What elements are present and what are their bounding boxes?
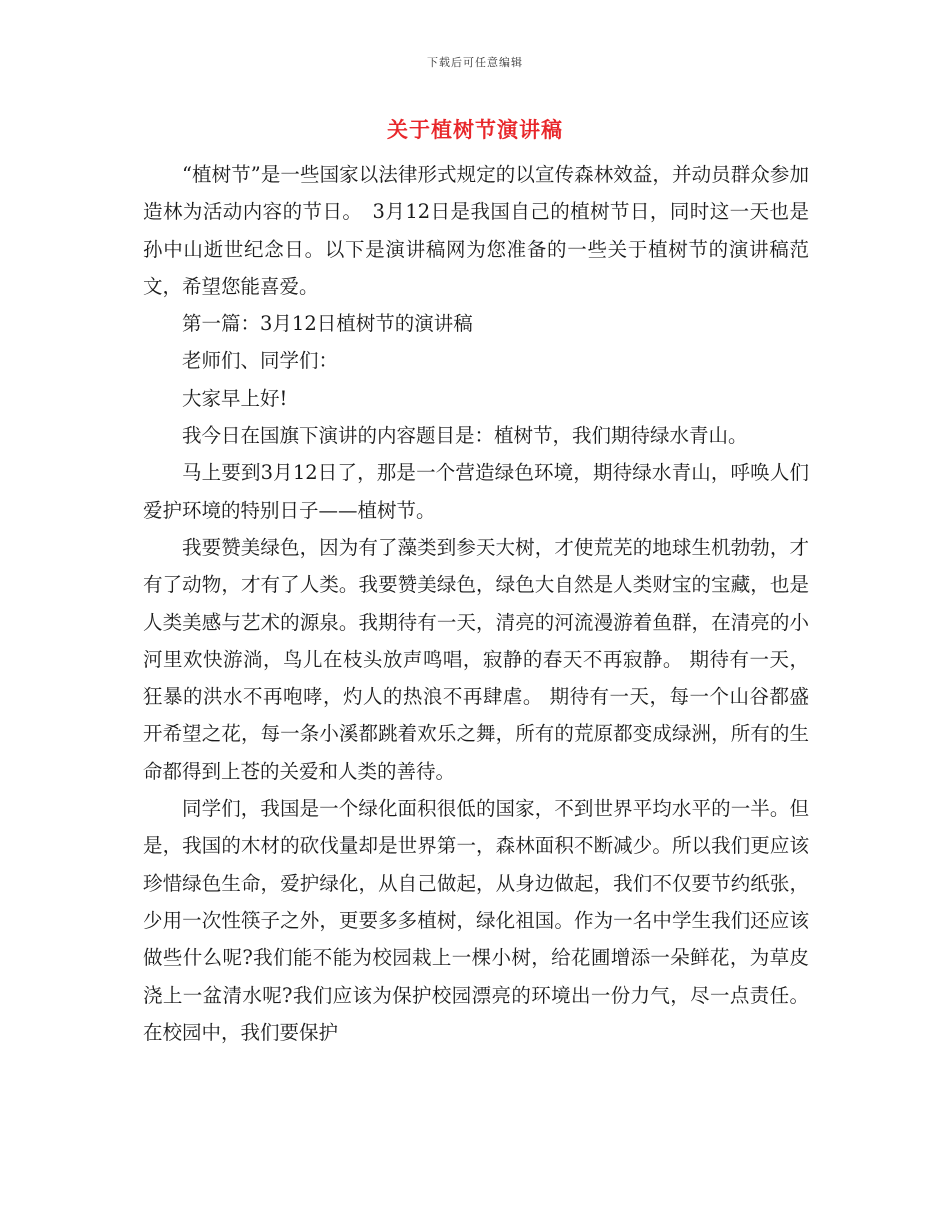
paragraph-section-heading: 第一篇：3月12日植树节的演讲稿 bbox=[182, 312, 473, 336]
paragraph-greeting: 大家早上好! bbox=[182, 386, 288, 410]
paragraph-intro: “植树节”是一些国家以法律形式规定的以宣传森林效益，并动员群众参加造林为活动内容的节日。 3月12日是我国自己的植树节日，同时这一天也是孙中山逝世纪念日。以下是演讲稿网为您准备的一些关于植树节的演讲稿范文，希望您能喜爱。 bbox=[143, 163, 809, 298]
paragraph-arbor-day: 马上要到3月12日了，那是一个营造绿色环境，期待绿水青山，呼唤人们爱护环境的特别日子——植树节。 bbox=[143, 461, 809, 522]
paragraph-praise-green: 我要赞美绿色，因为有了藻类到参天大树，才使荒芜的地球生机勃勃，才有了动物，才有了人类。我要赞美绿色，绿色大自然是人类财宝的宝藏，也是人类美感与艺术的源泉。我期待有一天，清亮的河流漫游着鱼群，在清亮的小河里欢快游淌，鸟儿在枝头放声鸣唱，寂静的春天不再寂静。 期待有一天，狂暴的洪水不再咆哮，灼人的热浪不再肆虐。 期待有一天，每一个山谷都盛开希望之花，每一条小溪都跳着欢乐之舞，所有的荒原都变成绿洲，所有的生命都得到上苍的关爱和人类的善待。 bbox=[143, 535, 809, 783]
paragraph-salutation: 老师们、同学们： bbox=[182, 349, 339, 373]
document-body bbox=[143, 156, 809, 1051]
page-header-note: 下载后可任意编辑 bbox=[427, 56, 523, 69]
paragraph-topic: 我今日在国旗下演讲的内容题目是：植树节，我们期待绿水青山。 bbox=[182, 424, 748, 448]
paragraph-call-to-action: 同学们，我国是一个绿化面积很低的国家，不到世界平均水平的一半。但是，我国的木材的砍伐量却是世界第一，森林面积不断减少。所以我们更应该珍惜绿色生命，爱护绿化，从自己做起，从身边做起，我们不仅要节约纸张，少用一次性筷子之外，更要多多植树，绿化祖国。作为一名中学生我们还应该做些什么呢?我们能不能为校园栽上一棵小树，给花圃增添一朵鲜花，为草皮浇上一盆清水呢?我们应该为保护校园漂亮的环境出一份力气，尽一点责任。在校园中，我们要保护 bbox=[143, 797, 809, 1044]
document-title: 关于植树节演讲稿 bbox=[387, 117, 563, 142]
